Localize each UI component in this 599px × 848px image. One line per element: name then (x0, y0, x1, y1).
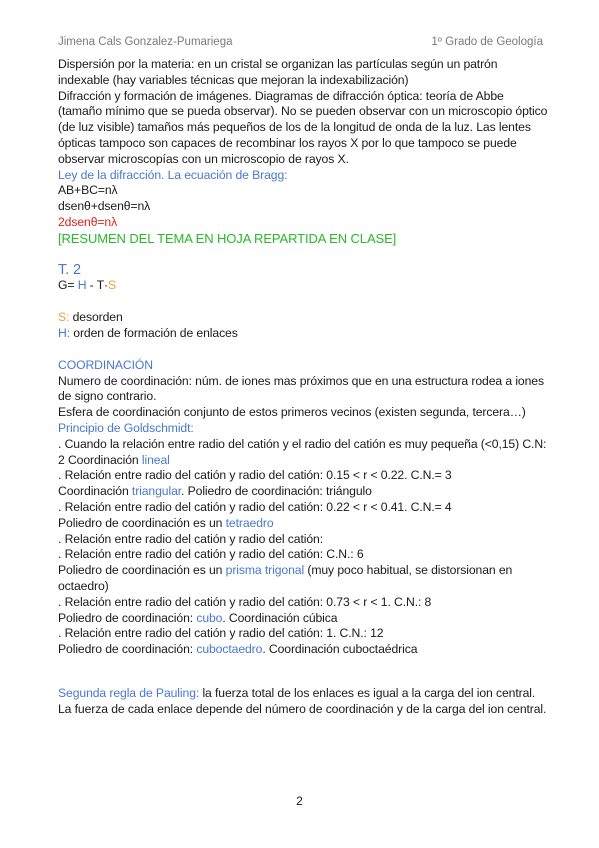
text: Poliedro de coordinación: (58, 642, 197, 657)
definition-s (58, 310, 548, 326)
coordinacion-heading: COORDINACIÓN (58, 357, 153, 372)
goldschmidt-heading: Principio de Goldschmidt: (58, 420, 194, 435)
formula-g: G= (58, 278, 78, 293)
spacer (58, 342, 548, 358)
formula-s: S (108, 278, 117, 293)
term-cuboctaedro: cuboctaedro (196, 642, 263, 657)
paragraph-difraccion: Difracción y formación de imágenes. Diagramas de difracción óptica: teoría de Abbe (tamaño mínimo que se pueda observar). No se pueden observar con un microscopio óptico (de luz visible) tamaños más pequeños de los de la longitud de onda de la luz. Las lentes ópticas tampoco son capaces de recombinar los rayos X por lo que tampoco se puede observar microscopías con un microscopio de rayos X. (58, 88, 548, 166)
text: Poliedro de coordinación es un (58, 515, 226, 530)
goldschmidt-line-4: . Relación entre radio del catión y radio del catión: 0.22 < r < 0.41. C.N.= 4 (58, 499, 452, 514)
gibbs-formula (58, 278, 548, 294)
goldschmidt-line-2: . Relación entre radio del catión y radio del catión: 0.15 < r < 0.22. C.N.= 3 (58, 468, 452, 483)
spacer (58, 247, 548, 263)
text: Poliedro de coordinación: (58, 610, 197, 625)
pauling-label: Segunda regla de Pauling: (58, 685, 200, 700)
goldschmidt-line-11: . Relación entre radio del catión y radio del catión: 1. C.N.: 12 (58, 626, 384, 641)
section-title-t2: T. 2 (58, 261, 81, 278)
goldschmidt-line-8 (58, 563, 548, 595)
formula-mid: - T· (86, 278, 109, 293)
goldschmidt-line-10 (58, 611, 548, 627)
label-s: S: (58, 310, 70, 325)
definition-h (58, 326, 548, 342)
spacer (58, 294, 548, 310)
term-prisma-trigonal: prisma trigonal (225, 563, 305, 578)
equation-1: AB+BC=nλ (58, 183, 118, 198)
text: . Coordinación cúbica (222, 610, 338, 625)
goldschmidt-line-12 (58, 642, 548, 658)
term-lineal: lineal (141, 452, 170, 467)
resumen-note: [RESUMEN DEL TEMA EN HOJA REPARTIDA EN CLASE] (58, 230, 397, 246)
equation-2: dsenθ+dsenθ=nλ (58, 199, 151, 214)
term-cubo: cubo (196, 610, 223, 625)
document-body (58, 57, 548, 717)
header-author: Jimena Cals Gonzalez-Pumariega (58, 36, 233, 48)
label-h: H: (58, 325, 70, 340)
goldschmidt-line-7: . Relación entre radio del catión y radio del catión: C.N.: 6 (58, 547, 364, 562)
goldschmidt-line-9: . Relación entre radio del catión y radio del catión: 0.73 < r < 1. C.N.: 8 (58, 594, 432, 609)
text: (muy poco habitual, se distorsionan en octaedro) (58, 563, 513, 593)
spacer (58, 658, 548, 686)
goldschmidt-line-3 (58, 484, 548, 500)
text: Coordinación (58, 484, 132, 499)
term-tetraedro: tetraedro (225, 515, 274, 530)
pauling-text: la fuerza total de los enlaces es igual a la carga del ion central. La fuerza de cada enlace depende del número de coordinación y de la carga del ion central. (58, 685, 547, 716)
bragg-heading: Ley de la difracción. La ecuación de Bragg: (58, 167, 288, 182)
term-triangular: triangular (131, 484, 182, 499)
text: . Poliedro de coordinación: triángulo (181, 484, 372, 499)
formula-h: H (77, 278, 87, 293)
goldschmidt-line-5 (58, 516, 548, 532)
page-number: 2 (296, 794, 303, 808)
text-h: orden de formación de enlaces (70, 325, 238, 340)
text: Poliedro de coordinación es un (58, 563, 226, 578)
header-course: 1º Grado de Geología (431, 36, 543, 48)
goldschmidt-line-6: . Relación entre radio del catión y radio del catión: (58, 531, 324, 546)
text: . Coordinación cuboctaédrica (262, 642, 418, 657)
text-s: desorden (69, 310, 123, 325)
text: . Cuando la relación entre radio del catión y el radio del catión es muy pequeña (<0,15) C.N: 2 Coordinación (58, 436, 547, 467)
equation-3: 2dsenθ=nλ (58, 214, 118, 229)
paragraph-esfera-coordinacion: Esfera de coordinación conjunto de estos primeros vecinos (existen segunda, tercera…) (58, 405, 526, 420)
paragraph-numero-coordinacion: Numero de coordinación: núm. de iones mas próximos que en una estructura rodea a iones de signo contrario. (58, 373, 544, 404)
goldschmidt-line-1 (58, 437, 548, 469)
pauling-rule (58, 686, 548, 718)
paragraph-dispersion: Dispersión por la materia: en un cristal se organizan las partículas según un patrón indexable (hay variables técnicas que mejoran la indexabilización) (58, 57, 498, 87)
